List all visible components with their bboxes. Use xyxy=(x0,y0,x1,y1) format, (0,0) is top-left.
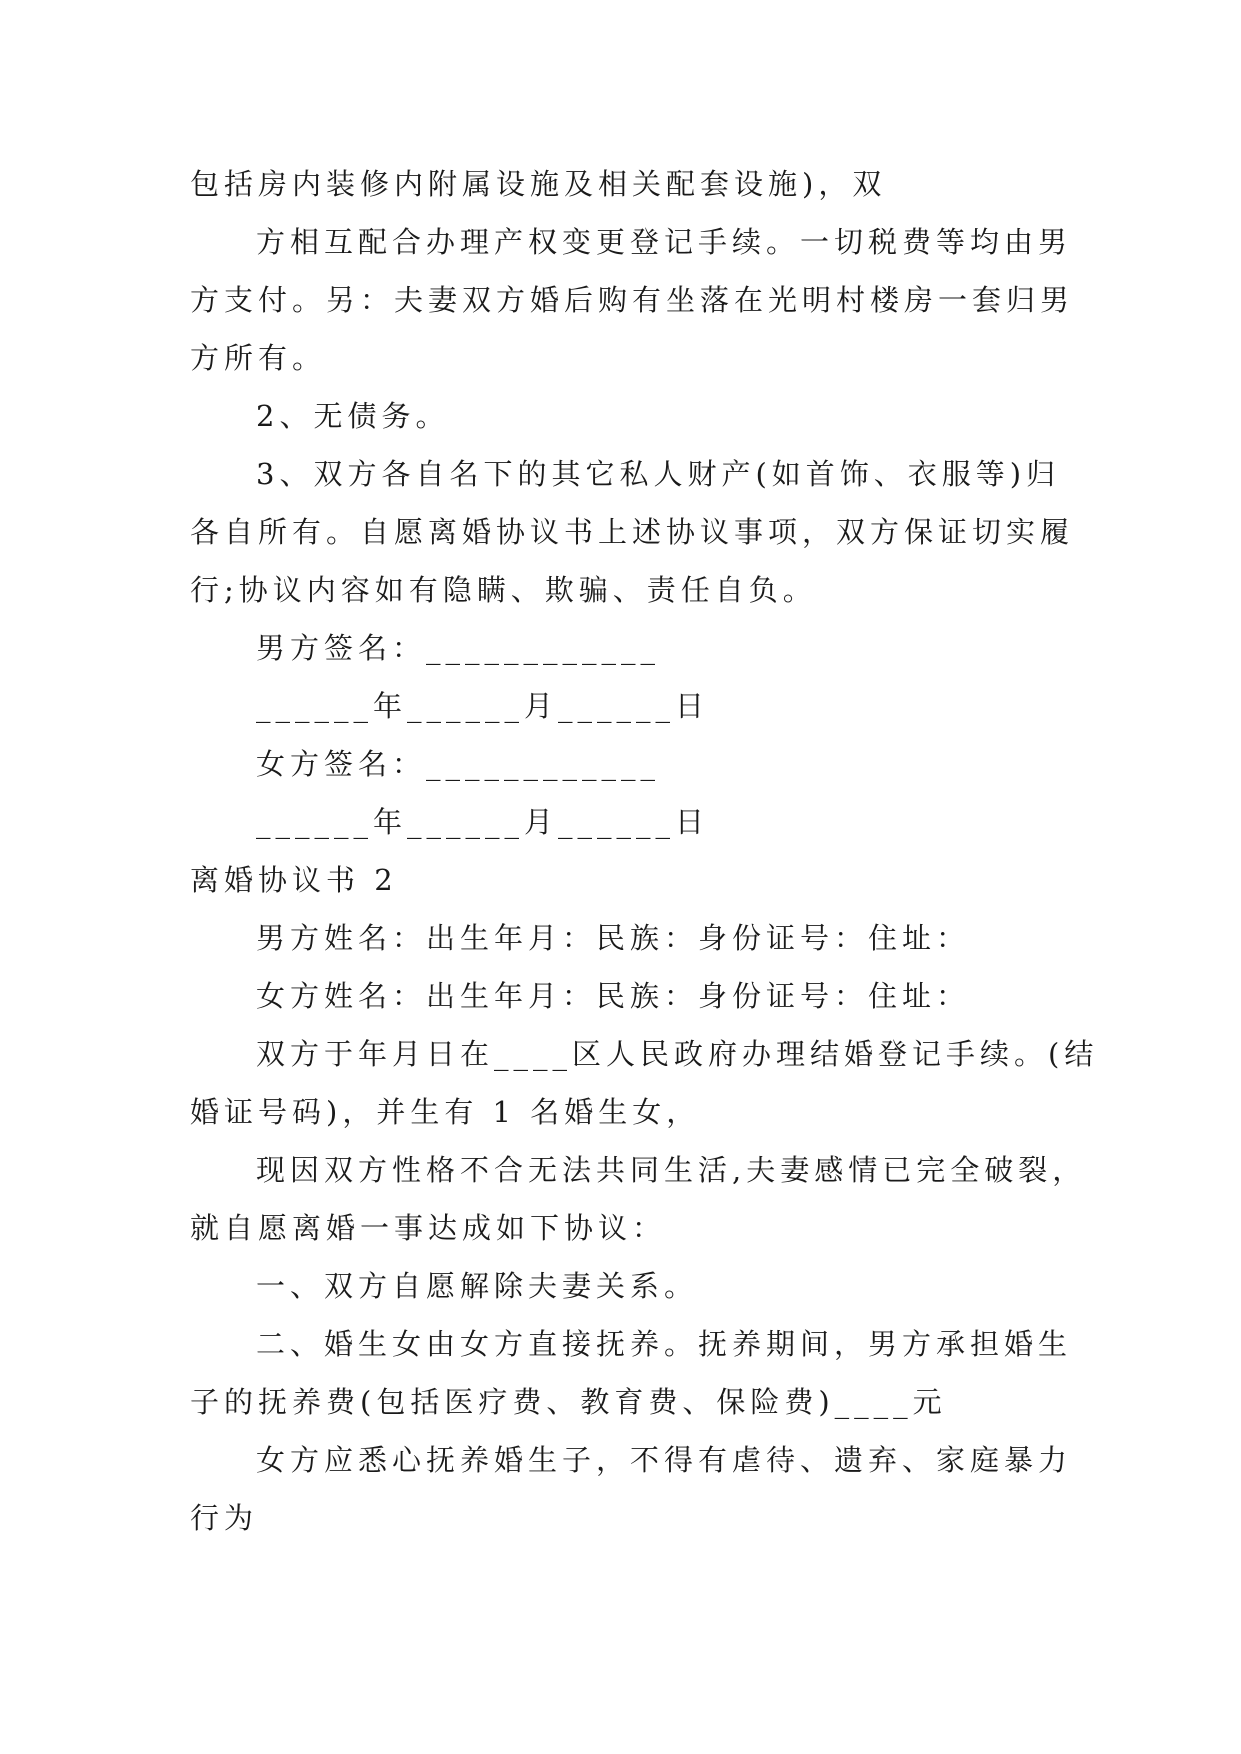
text-line: 双方于年月日在____区人民政府办理结婚登记手续。(结 xyxy=(256,1037,1099,1071)
text-line: 包括房内装修内附属设施及相关配套设施)，双 xyxy=(190,167,887,201)
text-line: 女方姓名：出生年月：民族：身份证号：住址： xyxy=(256,979,971,1013)
text-line: 子的抚养费(包括医疗费、教育费、保险费)____元 xyxy=(190,1385,947,1419)
text-line: 行为 xyxy=(190,1501,259,1535)
text-line: 方支付。另：夫妻双方婚后购有坐落在光明村楼房一套归男 xyxy=(190,283,1075,317)
text-line: 女方应悉心抚养婚生子，不得有虐待、遗弃、家庭暴力 xyxy=(256,1443,1073,1477)
male-signature-line: 男方签名：____________ xyxy=(256,631,661,665)
text-line: 现因双方性格不合无法共同生活,夫妻感情已完全破裂， xyxy=(256,1153,1087,1187)
female-date-line: ______年______月______日 xyxy=(256,805,710,839)
male-date-line: ______年______月______日 xyxy=(256,689,710,723)
text-line: 方所有。 xyxy=(190,341,327,375)
text-line: 3、双方各自名下的其它私人财产(如首饰、衣服等)归 xyxy=(256,457,1061,491)
text-line: 二、婚生女由女方直接抚养。抚养期间，男方承担婚生 xyxy=(256,1327,1073,1361)
section-title: 离婚协议书 2 xyxy=(190,863,398,897)
text-line: 方相互配合办理产权变更登记手续。一切税费等均由男 xyxy=(256,225,1073,259)
text-line: 就自愿离婚一事达成如下协议： xyxy=(190,1211,667,1245)
text-line: 一、双方自愿解除夫妻关系。 xyxy=(256,1269,699,1303)
female-signature-line: 女方签名：____________ xyxy=(256,747,661,781)
text-line: 2、无债务。 xyxy=(256,399,450,433)
document-body xyxy=(190,155,1099,1547)
text-line: 行;协议内容如有隐瞒、欺骗、责任自负。 xyxy=(190,573,817,607)
text-line: 男方姓名：出生年月：民族：身份证号：住址： xyxy=(256,921,971,955)
text-line: 各自所有。自愿离婚协议书上述协议事项，双方保证切实履 xyxy=(190,515,1075,549)
text-line: 婚证号码)，并生有 1 名婚生女， xyxy=(190,1095,701,1129)
